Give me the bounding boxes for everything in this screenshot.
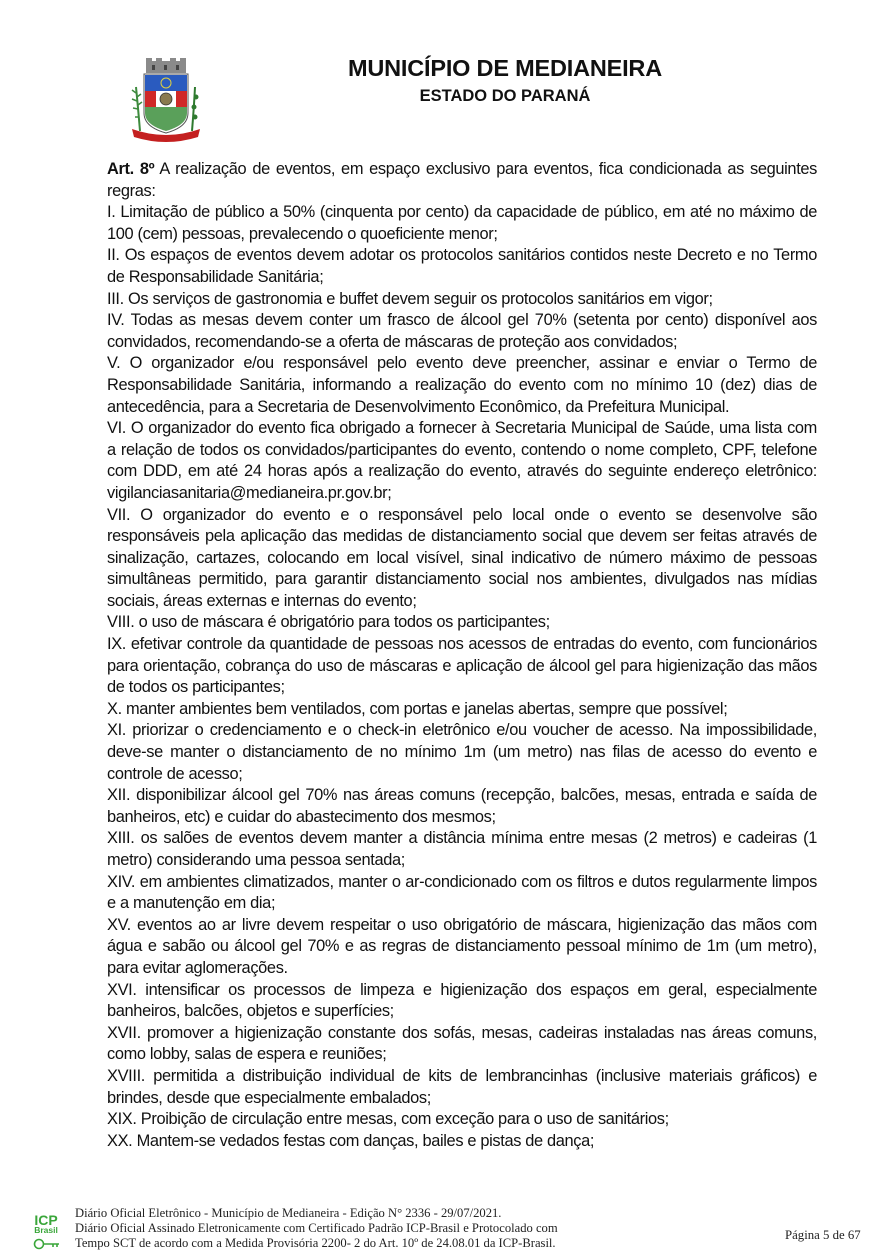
footer-line-edition: Diário Oficial Eletrônico - Município de Medianeira - Edição N° 2336 - 29/07/2021. xyxy=(75,1206,502,1220)
page-number: Página 5 de 67 xyxy=(785,1228,861,1242)
article-item: I. Limitação de público a 50% (cinquenta por cento) da capacidade de público, em até no máximo de 100 (cem) pessoas, prevalecendo o quoeficiente menor; xyxy=(107,203,817,243)
article-item: XV. eventos ao ar livre devem respeitar o uso obrigatório de máscara, higienização das mãos com água e sabão ou álcool gel 70% e as regras de distanciamento pessoal mínimo de 1m (um metro), para evitar aglomerações. xyxy=(107,915,817,977)
article-item: VII. O organizador do evento e o responsável pelo local onde o evento se desenvolve são responsáveis pela aplicação das medidas de distanciamento social que devem ser feitas através de sinalização, cartazes, colocando em local visível, sinal indicativo de número máximo de pessoas simultâneas permitido, para garantir distanciamento social nos ambientes, divulgados nas mídias sociais, áreas externas e internas do evento; xyxy=(107,505,817,610)
icp-logo-subtext: Brasil xyxy=(34,1225,58,1235)
article-item: XIII. os salões de eventos devem manter a distância mínima entre mesas (2 metros) e cadeiras (1 metro) considerando uma pessoa sentada; xyxy=(107,829,817,869)
article-item: XIV. em ambientes climatizados, manter o ar-condicionado com os filtros e dutos regularmente limpos e a manutenção em dia; xyxy=(107,872,817,913)
footer-line-protocol: Tempo SCT de acordo com a Medida Provisória 2200- 2 do Art. 10º de 24.08.01 da ICP-Brasil. xyxy=(75,1236,556,1251)
article-intro-text: A realização de eventos, em espaço exclusivo para eventos, fica condicionada as seguintes regras: xyxy=(107,160,818,200)
article-item: XII. disponibilizar álcool gel 70% nas áreas comuns (recepção, balcões, mesas, entrada e saída de banheiros, etc) e cuidar do abastecimento dos mesmos; xyxy=(107,786,817,826)
key-icon xyxy=(33,1238,61,1250)
article-item: XVI. intensificar os processos de limpeza e higienização dos espaços em geral, especialmente banheiros, balcões, objetos e superfícies; xyxy=(107,980,817,1021)
article-item: XIX. Proibição de circulação entre mesas, com exceção para o uso de sanitários; xyxy=(107,1110,669,1129)
article-item: XVIII. permitida a distribuição individual de kits de lembrancinhas (inclusive materiais gráficos) e brindes, desde que especialmente embalados; xyxy=(107,1066,817,1107)
article-item: IX. efetivar controle da quantidade de pessoas nos acessos de entradas do evento, com funcionários para orientação, cobrança do uso de máscaras e aplicação de álcool gel para higienização das mãos de todos os participantes; xyxy=(107,635,817,697)
article-item: II. Os espaços de eventos devem adotar os protocolos sanitários contidos neste Decreto e no Termo de Responsabilidade Sanitária; xyxy=(107,246,817,286)
article-item: X. manter ambientes bem ventilados, com portas e janelas abertas, sempre que possível; xyxy=(107,699,728,718)
footer-line-certificate: Diário Oficial Assinado Eletronicamente com Certificado Padrão ICP-Brasil e Protocolado com xyxy=(75,1221,558,1236)
article-item: XI. priorizar o credenciamento e o check-in eletrônico e/ou voucher de acesso. Na impossibilidade, deve-se manter o distanciamento de no mínimo 1m (um metro) nas filas de acesso do evento e controle de acesso; xyxy=(107,721,817,783)
icp-brasil-logo xyxy=(30,1214,62,1254)
icp-logo-text: ICP xyxy=(34,1212,58,1228)
state-subtitle: ESTADO DO PARANÁ xyxy=(419,87,591,105)
document-header xyxy=(0,0,891,150)
article-item: IV. Todas as mesas devem conter um frasco de álcool gel 70% (setenta por cento) disponível aos convidados, recomendando-se a oferta de máscaras de proteção aos convidados; xyxy=(107,311,817,351)
article-item: XVII. promover a higienização constante dos sofás, mesas, cadeiras instaladas nas áreas comuns, como lobby, salas de espera e reuniões; xyxy=(107,1023,817,1064)
article-body xyxy=(107,159,817,1152)
article-item: III. Os serviços de gastronomia e buffet devem seguir os protocolos sanitários em vigor; xyxy=(107,289,713,308)
municipality-title: MUNICÍPIO DE MEDIANEIRA xyxy=(348,55,662,81)
coat-of-arms-icon xyxy=(128,57,204,143)
article-item: VIII. o uso de máscara é obrigatório para todos os participantes; xyxy=(107,613,550,632)
article-intro xyxy=(107,159,817,202)
article-item: VI. O organizador do evento fica obrigado a fornecer à Secretaria Municipal de Saúde, uma lista com a relação de todos os convidados/participantes do evento, contendo o nome completo, CPF, telefone com DDD, em até 24 horas após a realização do evento, através do seguinte endereço eletrônico: vigilanciasanitaria@medianeira.pr.gov.br; xyxy=(107,419,817,502)
article-item: XX. Mantem-se vedados festas com danças, bailes e pistas de dança; xyxy=(107,1131,595,1150)
footer-certification-text xyxy=(75,1206,558,1252)
article-label: Art. 8º xyxy=(107,160,155,178)
article-item: V. O organizador e/ou responsável pelo evento deve preencher, assinar e enviar o Termo de Responsabilidade Sanitária, informando a realização do evento com no mínimo 10 (dez) dias de antecedência, para a Secretaria de Desenvolvimento Econômico, da Prefeitura Municipal. xyxy=(107,354,817,416)
